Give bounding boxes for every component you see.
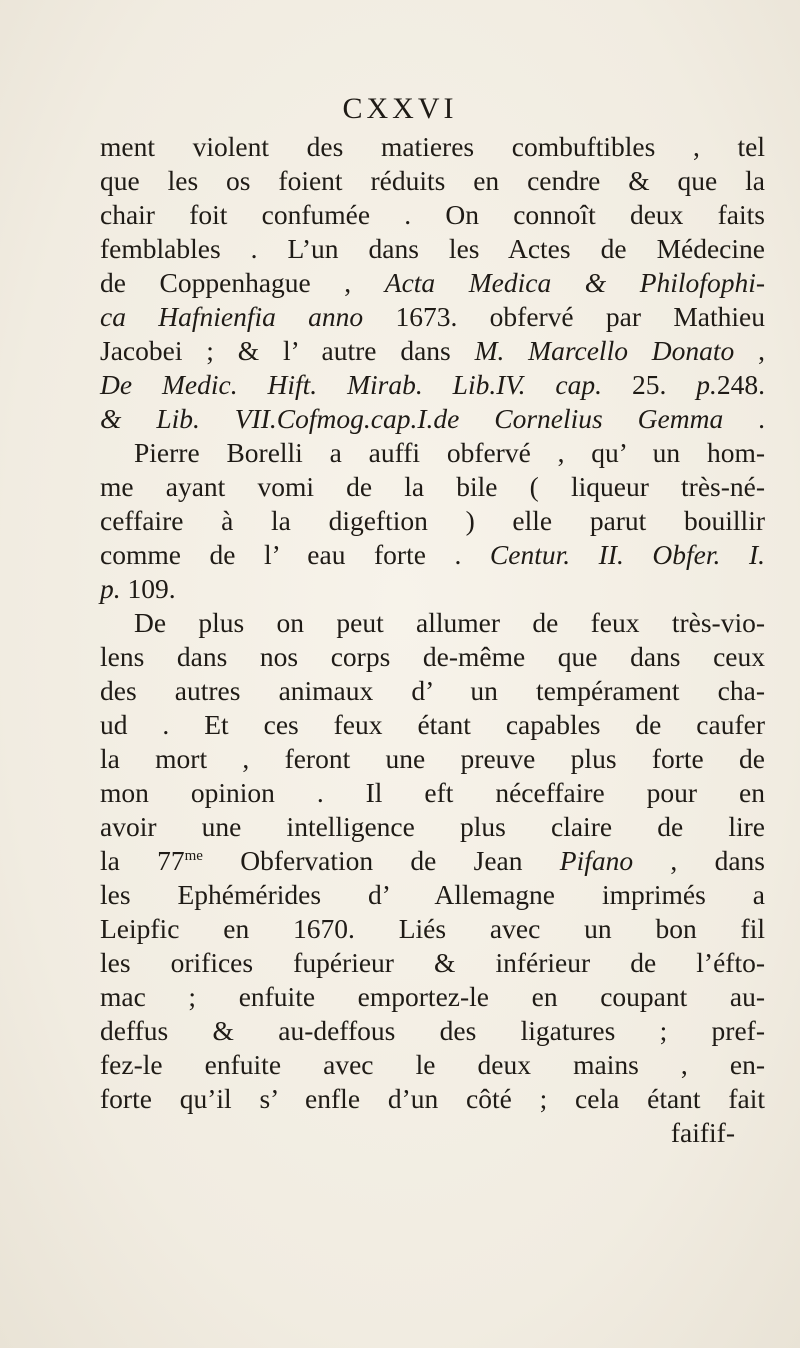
text-line: Jacobei ; & l’ autre dans M. Marcello Donato , (100, 335, 765, 366)
text-line: ment violent des matieres combuftibles , tel (100, 131, 765, 162)
text-line: De Medic. Hift. Mirab. Lib.IV. cap. 25. p.248. (100, 369, 766, 400)
text-line: comme de l’ eau forte . Centur. II. Obfer. I. (100, 539, 765, 570)
text-line: lens dans nos corps de-même que dans ceux (100, 641, 765, 672)
text-line: Leipfic en 1670. Liés avec un bon fil (100, 913, 765, 944)
body-text (100, 130, 765, 1150)
text-line: de Coppenhague , Acta Medica & Philofophi- (100, 267, 765, 298)
text-line: des autres animaux d’ un tempérament cha- (100, 675, 765, 706)
text-line: forte qu’il s’ enfle d’un côté ; cela étant fait (100, 1083, 765, 1114)
text-line: mon opinion . Il eft néceffaire pour en (100, 777, 765, 808)
text-line: p. 109. (100, 573, 176, 604)
text-line: que les os foient réduits en cendre & que la (100, 165, 765, 196)
text-line: avoir une intelligence plus claire de lire (100, 811, 765, 842)
text-line: les orifices fupérieur & inférieur de l’éfto- (100, 947, 765, 978)
page-number-header: CXXVI (342, 92, 458, 125)
text-line: ca Hafnienfia anno 1673. obfervé par Mathieu (100, 301, 765, 332)
text-line: fez-le enfuite avec le deux mains , en- (100, 1049, 765, 1080)
text-line: Pierre Borelli a auffi obfervé , qu’ un hom- (134, 437, 765, 468)
text-line: mac ; enfuite emportez-le en coupant au- (100, 981, 765, 1012)
text-line: faifif- (670, 1117, 735, 1148)
text-line: me ayant vomi de la bile ( liqueur très-né- (100, 471, 765, 502)
text-line: ceffaire à la digeftion ) elle parut bouillir (100, 505, 765, 536)
text-line: femblables . L’un dans les Actes de Médecine (100, 233, 765, 264)
text-line: ud . Et ces feux étant capables de caufer (100, 709, 765, 740)
text-line: chair foit confumée . On connoît deux faits (100, 199, 765, 230)
text-line: De plus on peut allumer de feux très-vio- (134, 607, 765, 638)
text-line: la mort , feront une preuve plus forte de (100, 743, 765, 774)
text-line: les Ephémérides d’ Allemagne imprimés a (100, 879, 765, 910)
text-line: & Lib. VII.Cofmog.cap.I.de Cornelius Gemma . (100, 403, 766, 434)
text-line: la $77^{me}$ Obfervation de Jean Pifano , dans (100, 845, 765, 876)
text-line: deffus & au-deffous des ligatures ; pref- (100, 1015, 765, 1046)
